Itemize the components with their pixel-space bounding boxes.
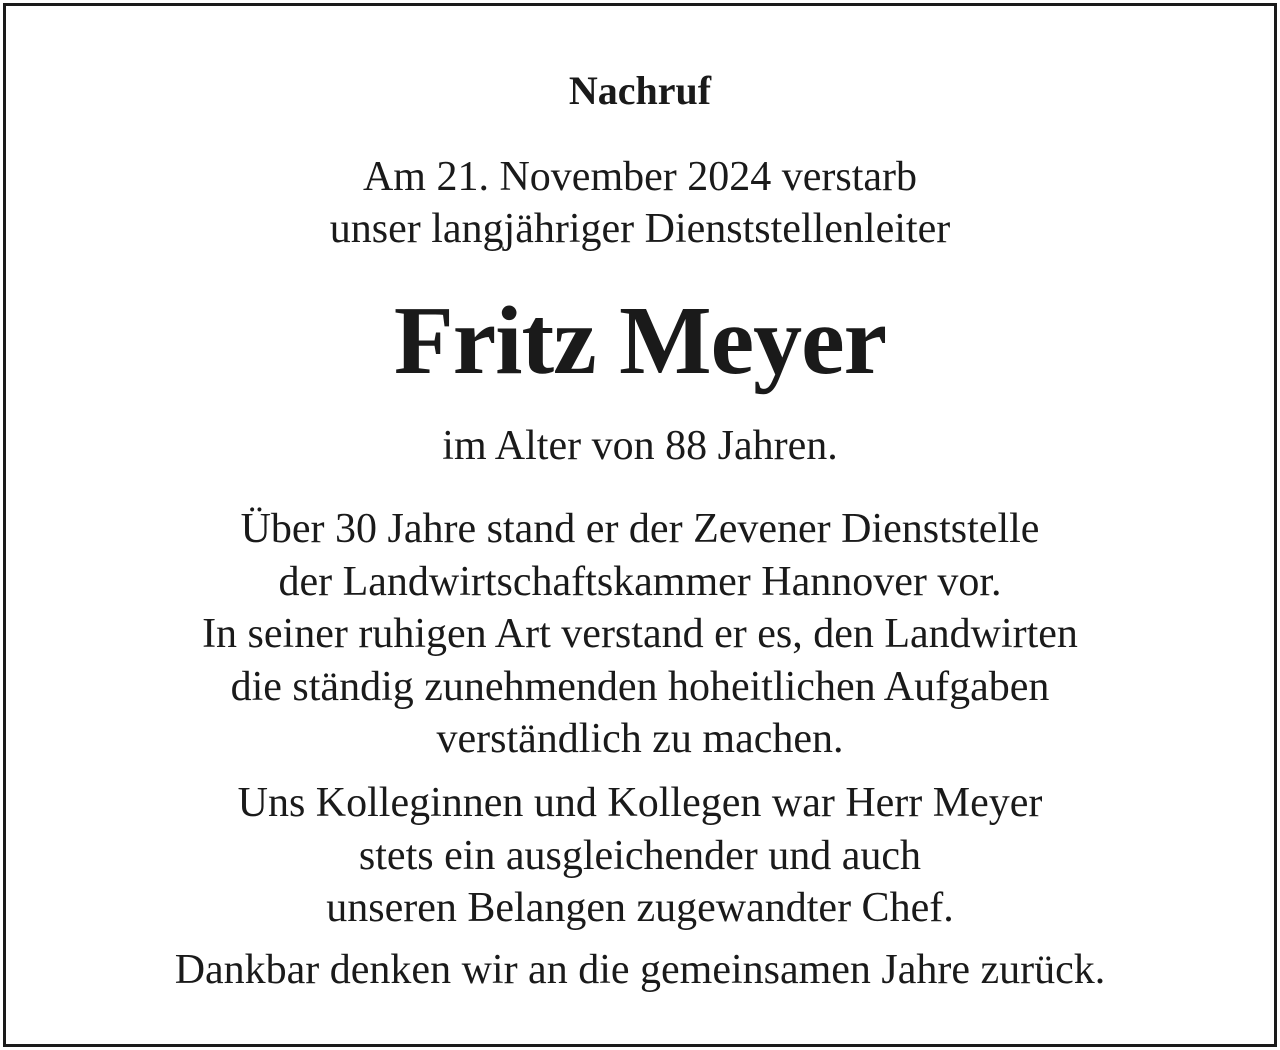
paragraph-line: Über 30 Jahre stand er der Zevener Dienststelle: [240, 506, 1040, 552]
career-paragraph: [6, 503, 1274, 766]
paragraph-line: der Landwirtschaftskammer Hannover vor.: [278, 558, 1002, 605]
colleagues-paragraph: [6, 777, 1274, 935]
paragraph-line: unseren Belangen zugewandter Chef.: [326, 885, 954, 931]
intro-line: unser langjähriger Dienststellenleiter: [329, 206, 951, 252]
paragraph-line: Uns Kolleginnen und Kollegen war Herr Meyer: [237, 780, 1043, 826]
obituary-notice: [3, 3, 1277, 1047]
intro-text: [6, 151, 1274, 255]
deceased-name: Fritz Meyer: [393, 287, 887, 395]
paragraph-line: stets ein ausgleichender und auch: [358, 832, 922, 879]
paragraph-line: die ständig zunehmenden hoheitlichen Aufgaben: [230, 663, 1050, 710]
paragraph-line: In seiner ruhigen Art verstand er es, den Landwirten: [202, 611, 1078, 657]
age-text: im Alter von 88 Jahren.: [442, 423, 838, 469]
paragraph-line: verständlich zu machen.: [436, 716, 844, 762]
intro-line: Am 21. November 2024 verstarb: [362, 154, 918, 200]
notice-heading: Nachruf: [568, 68, 712, 113]
closing-line: Dankbar denken wir an die gemeinsamen Jahre zurück.: [174, 947, 1106, 993]
